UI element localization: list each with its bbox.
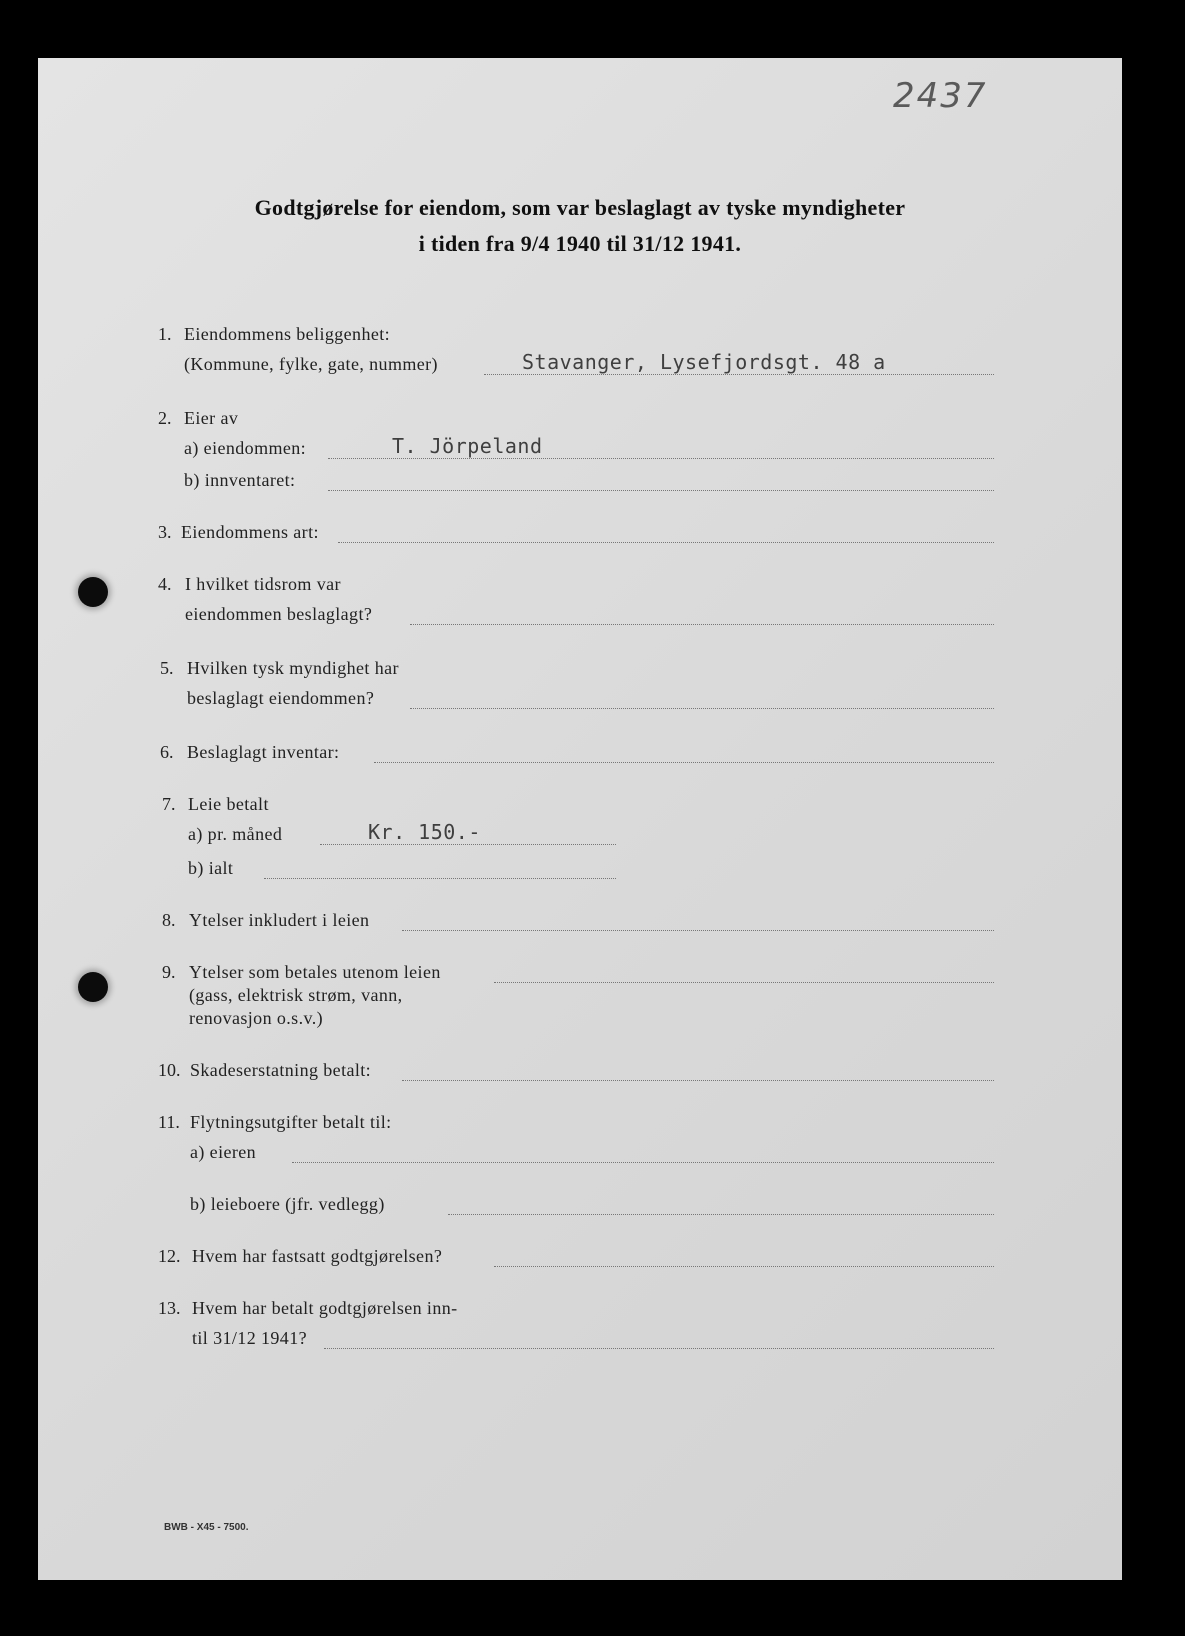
item-3-answer-line	[338, 542, 994, 543]
item-3-label: Eiendommens art:	[181, 522, 319, 542]
item-6-label: Beslaglagt inventar:	[187, 742, 340, 762]
item-13-answer-line	[324, 1348, 994, 1349]
item-5-label: Hvilken tysk myndighet har	[187, 658, 399, 678]
item-5-answer-line	[410, 708, 994, 709]
item-11-label: Flytningsutgifter betalt til:	[190, 1112, 392, 1132]
item-9-answer-line	[494, 982, 994, 983]
punch-hole-lower	[78, 972, 108, 1002]
item-6-number: 6.	[160, 742, 174, 762]
item-2a-answer-line	[328, 458, 994, 459]
item-7a-label: a) pr. måned	[188, 824, 283, 844]
item-1-sublabel: (Kommune, fylke, gate, nummer)	[184, 354, 438, 374]
item-4-label: I hvilket tidsrom var	[185, 574, 341, 594]
item-7a-answer: Kr. 150.-	[368, 820, 481, 844]
item-4-sublabel: eiendommen beslaglagt?	[185, 604, 373, 624]
item-10-answer-line	[402, 1080, 994, 1081]
item-10-label: Skadeserstatning betalt:	[190, 1060, 372, 1080]
item-1-label: Eiendommens beliggenhet:	[184, 324, 391, 344]
title-line-2: i tiden fra 9/4 1940 til 31/12 1941.	[418, 231, 742, 256]
item-8-label: Ytelser inkludert i leien	[189, 910, 370, 930]
item-9-sublabel-2: renovasjon o.s.v.)	[189, 1008, 324, 1028]
item-7b-answer-line	[264, 878, 616, 879]
item-1-answer: Stavanger, Lysefjordsgt. 48 a	[522, 350, 886, 374]
item-11a-label: a) eieren	[190, 1142, 257, 1162]
item-1-number: 1.	[158, 324, 172, 344]
item-5-number: 5.	[160, 658, 174, 678]
item-8-answer-line	[402, 930, 994, 931]
item-9-sublabel-1: (gass, elektrisk strøm, vann,	[189, 985, 403, 1005]
item-9-number: 9.	[162, 962, 176, 982]
item-2a-label: a) eiendommen:	[184, 438, 307, 458]
item-9-label: Ytelser som betales utenom leien	[189, 962, 441, 982]
item-2-label: Eier av	[184, 408, 239, 428]
item-10-number: 10.	[158, 1060, 181, 1080]
handwritten-archive-number: 2437	[893, 76, 988, 116]
item-13-number: 13.	[158, 1298, 181, 1318]
item-4-answer-line	[410, 624, 994, 625]
printer-mark: BWB - X45 - 7500.	[164, 1522, 249, 1533]
title-line-1: Godtgjørelse for eiendom, som var beslaglagt av tyske myndigheter	[254, 195, 906, 220]
item-5-sublabel: beslaglagt eiendommen?	[187, 688, 375, 708]
item-12-label: Hvem har fastsatt godtgjørelsen?	[192, 1246, 443, 1266]
item-13-label: Hvem har betalt godtgjørelsen inn-	[192, 1298, 458, 1318]
item-8-number: 8.	[162, 910, 176, 930]
item-7-label: Leie betalt	[188, 794, 269, 814]
item-12-answer-line	[494, 1266, 994, 1267]
item-7-number: 7.	[162, 794, 176, 814]
item-2-number: 2.	[158, 408, 172, 428]
item-4-number: 4.	[158, 574, 172, 594]
item-2b-label: b) innventaret:	[184, 470, 296, 490]
item-13-sublabel: til 31/12 1941?	[192, 1328, 307, 1348]
item-11-number: 11.	[158, 1112, 180, 1132]
item-3-number: 3.	[158, 522, 172, 542]
form-page	[38, 58, 1122, 1580]
item-11b-answer-line	[448, 1214, 994, 1215]
form-title	[38, 190, 1122, 262]
item-7a-answer-line	[320, 844, 616, 845]
punch-hole-upper	[78, 577, 108, 607]
item-11b-label: b) leieboere (jfr. vedlegg)	[190, 1194, 385, 1214]
item-12-number: 12.	[158, 1246, 181, 1266]
item-7b-label: b) ialt	[188, 858, 234, 878]
item-6-answer-line	[374, 762, 994, 763]
item-1-answer-line	[484, 374, 994, 375]
item-11a-answer-line	[292, 1162, 994, 1163]
item-2b-answer-line	[328, 490, 994, 491]
item-2a-answer: T. Jörpeland	[392, 434, 543, 458]
